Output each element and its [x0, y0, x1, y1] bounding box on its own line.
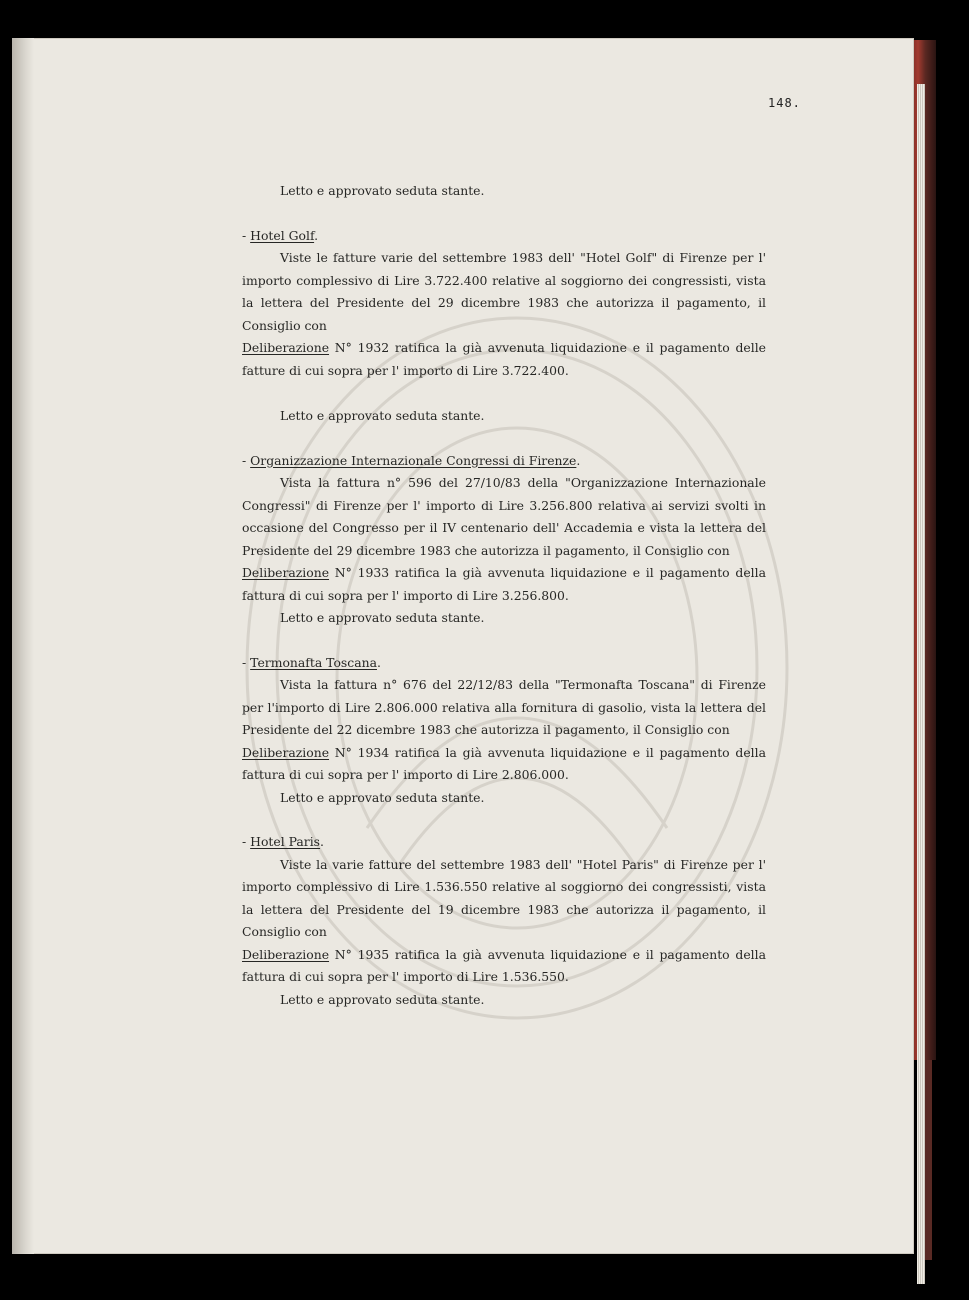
approval-line: Letto e approvato seduta stante.: [280, 408, 485, 423]
deliberation-label: Deliberazione: [242, 744, 330, 760]
approval-line: Letto e approvato seduta stante.: [280, 789, 485, 805]
document-body: [242, 180, 766, 1011]
deliberation-paragraph: Deliberazione N° 1935 ratifica la già avvenuta liquidazione e il pagamento della fattura di cui sopra per l' importo di Lire 1.536.550.: [242, 946, 766, 984]
deliberation-label: Deliberazione: [242, 340, 330, 355]
deliberation-paragraph: Deliberazione N° 1933 ratifica la già avvenuta liquidazione e il pagamento della fattura di cui sopra per l' importo di Lire 3.256.800.: [242, 565, 766, 603]
deliberation-label: Deliberazione: [242, 946, 330, 962]
section-heading-oic: - Organizzazione Internazionale Congressi di Firenze.: [242, 452, 581, 468]
section-body: Viste le fatture varie del settembre 1983 dell' "Hotel Golf" di Firenze per l' importo complessivo di Lire 3.722.400 relative al soggiorno dei congressisti, vista la lettera del Presidente del 29 dicembre 1983 che autorizza il pagamento, il Consiglio con: [242, 250, 766, 333]
section-title: Hotel Paris: [250, 834, 321, 849]
section-title: Hotel Golf: [250, 227, 315, 243]
section-title: Termonafta Toscana: [250, 654, 377, 670]
section-body: Viste la varie fatture del settembre 1983 dell' "Hotel Paris" di Firenze per l' importo complessivo di Lire 1.536.550 relative al soggiorno dei congressisti, vista la lettera del Presidente del 19 dicembre 1983 che autorizza il pagamento, il Consiglio con: [242, 856, 766, 939]
section-body: Vista la fattura n° 676 del 22/12/83 della "Termonafta Toscana" di Firenze per l'importo di Lire 2.806.000 relativa alla fornitura di gasolio, vista la lettera del Presidente del 22 dicembre 1983 che autorizza il pagamento, il Consiglio con: [242, 677, 766, 737]
approval-line: Letto e approvato seduta stante.: [280, 610, 485, 625]
section-heading-hotel-paris: - Hotel Paris.: [242, 834, 324, 849]
page-number: 148.: [768, 96, 801, 110]
section-heading-termonafta: - Termonafta Toscana.: [242, 654, 381, 670]
section-body: Vista la fattura n° 596 del 27/10/83 della "Organizzazione Internazionale Congressi" di Firenze per l' importo di Lire 3.256.800 relativa ai servizi svolti in occasione del Congresso per il IV centenario dell' Accademia e vista la lettera del Presidente del 29 dicembre 1983 che autorizza il pagamento, il Consiglio con: [242, 475, 766, 558]
deliberation-paragraph: Deliberazione N° 1934 ratifica la già avvenuta liquidazione e il pagamento della fattura di cui sopra per l' importo di Lire 2.806.000.: [242, 744, 766, 782]
deliberation-label: Deliberazione: [242, 565, 330, 580]
page-edge: [917, 84, 925, 1284]
section-title: Organizzazione Internazionale Congressi di Firenze: [250, 452, 577, 468]
page-gutter: [12, 38, 34, 1254]
approval-line: Letto e approvato seduta stante.: [280, 991, 485, 1007]
section-heading-hotel-golf: - Hotel Golf.: [242, 227, 319, 243]
deliberation-paragraph: Deliberazione N° 1932 ratifica la già avvenuta liquidazione e il pagamento delle fatture di cui sopra per l' importo di Lire 3.722.400.: [242, 340, 766, 378]
approval-line: Letto e approvato seduta stante.: [280, 183, 485, 198]
